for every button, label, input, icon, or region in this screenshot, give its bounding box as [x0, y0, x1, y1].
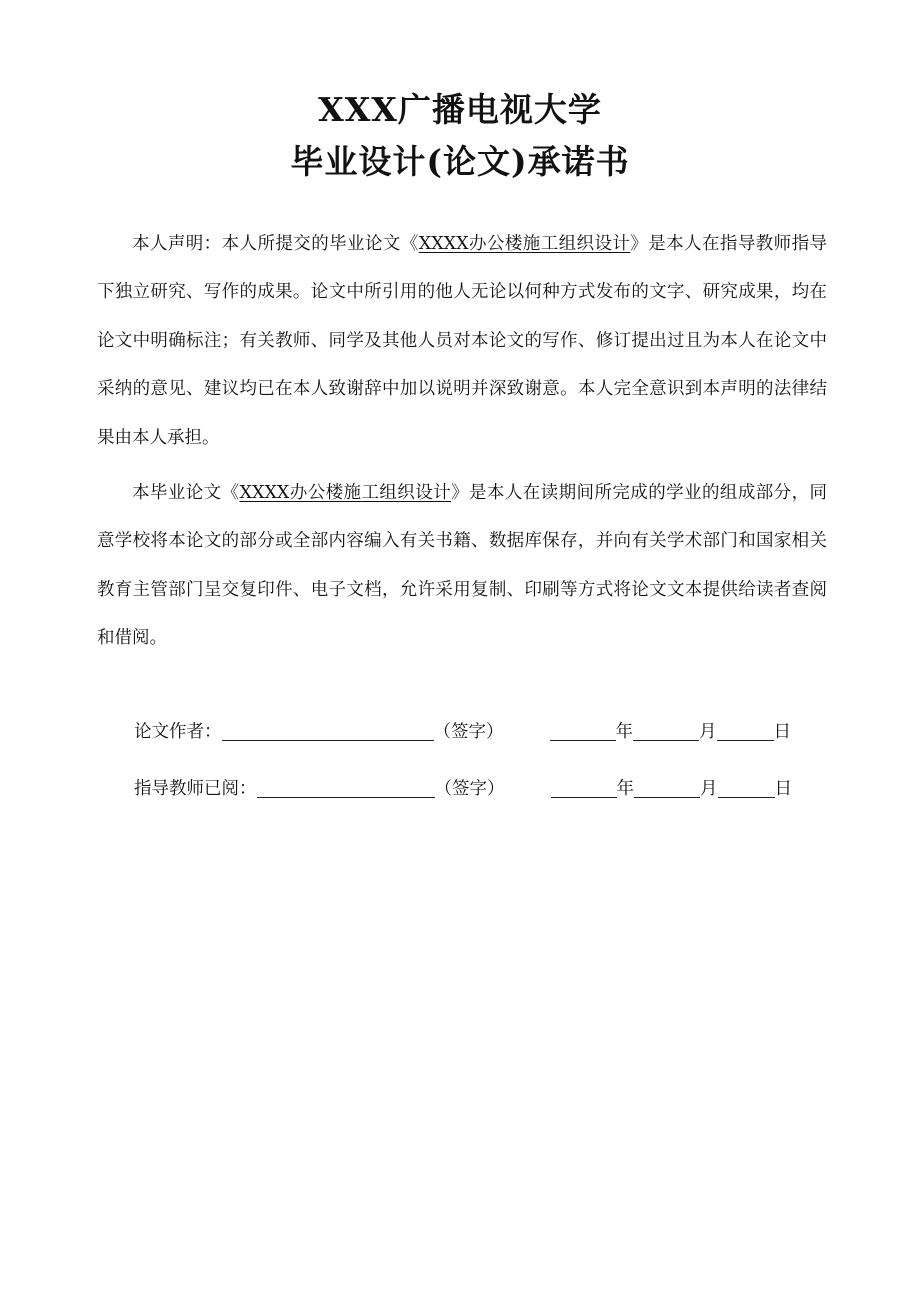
declaration-paragraph-2	[97, 469, 827, 663]
day-label: 日	[773, 722, 791, 742]
thesis-title-underlined: XXXX办公楼施工组织设计	[418, 233, 631, 254]
author-signature-row	[134, 716, 791, 748]
author-signature-line[interactable]	[222, 716, 434, 741]
thesis-title-underlined: XXXX办公楼施工组织设计	[239, 482, 452, 503]
year-label: 年	[615, 722, 633, 742]
sign-note: （签字）	[433, 722, 504, 742]
p1-text-after: 》是本人在指导教师指导下独立研究、写作的成果。论文中所引用的他人无论以何种方式发布的文字、研究成果，均在论文中明确标注；有关教师、同学及其他人员对本论文的写作、修订提出过且为本人在论文中采纳的意见、建议均已在本人致谢辞中加以说明并深致谢意。本人完全意识到本声明的法律结果由本人承担。	[97, 233, 828, 448]
advisor-month-line[interactable]	[634, 773, 700, 798]
advisor-signature-row	[134, 773, 792, 805]
advisor-year-line[interactable]	[551, 773, 617, 798]
declaration-paragraph-1	[97, 220, 827, 463]
document-title: 毕业设计(论文)承诺书	[290, 142, 630, 181]
p2-text-before: 本毕业论文《	[132, 482, 240, 503]
advisor-label: 指导教师已阅：	[134, 779, 257, 799]
year-label: 年	[616, 779, 634, 799]
author-label: 论文作者：	[134, 722, 222, 742]
university-title: XXX广播电视大学	[318, 90, 602, 129]
advisor-signature-line[interactable]	[257, 773, 435, 798]
author-year-line[interactable]	[550, 716, 616, 741]
advisor-day-line[interactable]	[718, 773, 775, 798]
sign-note: （签字）	[434, 779, 505, 799]
p1-text-before: 本人声明：本人所提交的毕业论文《	[132, 233, 419, 254]
author-day-line[interactable]	[717, 716, 774, 741]
month-label: 月	[699, 722, 717, 742]
p2-text-after: 》是本人在读期间所完成的学业的组成部分，同意学校将本论文的部分或全部内容编入有关书籍、数据库保存，并向有关学术部门和国家相关教育主管部门呈交复印件、电子文档，允许采用复制、印刷等方式将论文文本提供给读者查阅和借阅。	[97, 482, 827, 648]
day-label: 日	[774, 779, 792, 799]
author-month-line[interactable]	[633, 716, 699, 741]
month-label: 月	[700, 779, 718, 799]
